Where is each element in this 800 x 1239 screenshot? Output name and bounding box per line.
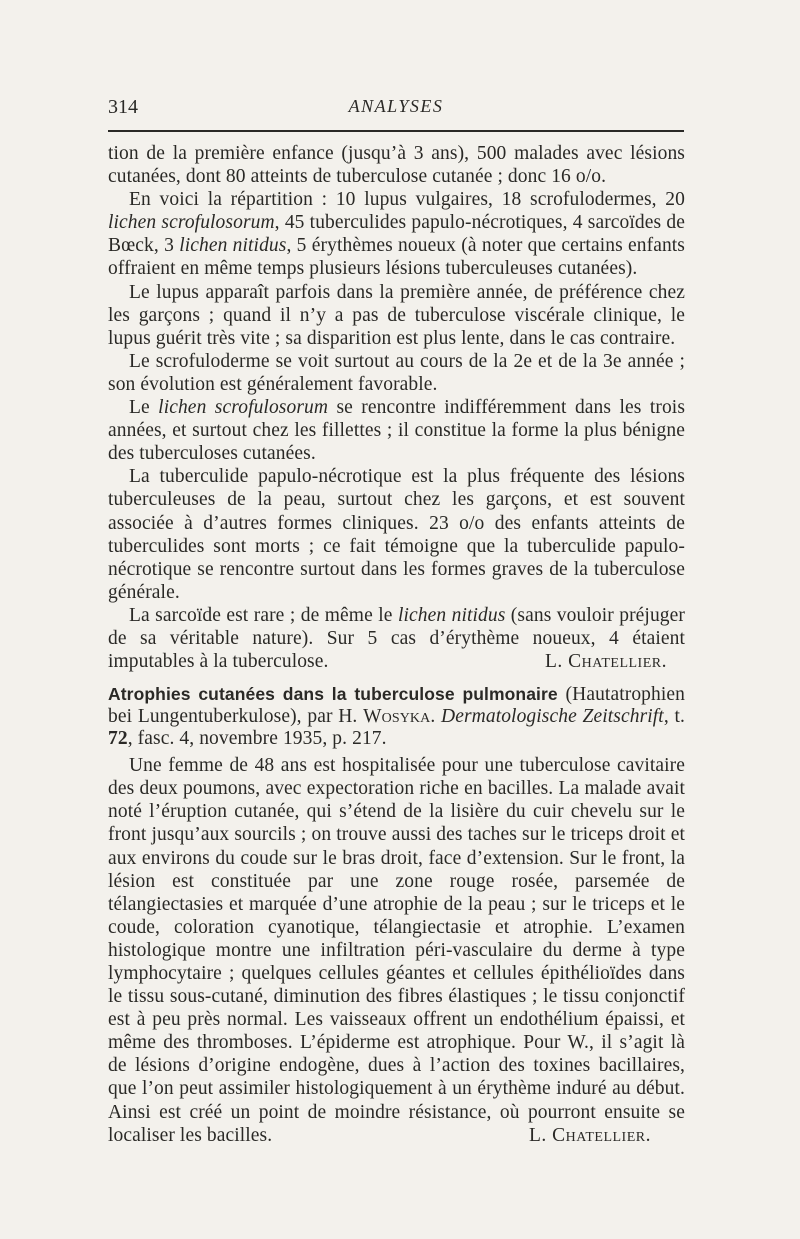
taxon-name: lichen scrofulosorum xyxy=(158,397,329,419)
signature: L. Chatellier. xyxy=(545,651,667,673)
paragraph: Le lichen scrofulosorum se rencontre indifféremment dans les trois années, et surtout chez les fillettes ; il constitue la forme la plus bénigne des tuberculoses cutanées. xyxy=(108,397,686,465)
paragraph: Le lupus apparaît parfois dans la première année, de préférence chez les garçons ; quand il n’y a pas de tuberculose viscérale clinique, le lupus guérit très vite ; sa disparition est plus lente, dans le cas contraire. xyxy=(108,281,685,349)
running-head: ANALYSES xyxy=(348,96,444,116)
volume-number: 72 xyxy=(108,728,128,750)
page-number: 314 xyxy=(108,96,138,118)
paragraph: Une femme de 48 ans est hospitalisée pour une tuberculose cavitaire des deux poumons, avec expectoration riche en bacilles. La malade avait noté l’éruption cutanée, qui s’étend de la lisière du cuir chevelu sur le front jusqu’aux sourcils ; on trouve aussi des taches sur le triceps droit et aux environs du coude sur le bras droit, face d’extension. Sur le front, la lésion est constituée par une zone rouge rosée, parsemée de télangiectasies et marquée d’une atrophie de la peau ; sur le triceps et le coude, coloration cyanotique, télangiectasie et atrophie. L’examen histologique montre une infiltration péri-vasculaire du derme à type lymphocytaire ; quelques cellules géantes et cellules épithélioïdes dans le tissu sous-cutané, diminution des fibres élastiques ; le tissu conjonctif est à peu près normal. Les vaisseaux offrent un endothélium épaissi, et même des thromboses. L’épiderme est atrophique. Pour W., il s’agit là de lésions d’origine endogène, dues à l’action des toxines bacillaires, que l’on peut assimiler histologiquement à un érythème induré au début. Ainsi est créé un point de moindre résistance, où pourront ensuite se localiser les bacilles. L. Chatellier. xyxy=(108,755,685,1146)
paragraph: tion de la première enfance (jusqu’à 3 ans), 500 malades avec lésions cutanées, dont 80 atteints de tuberculose cutanée ; donc 16 o/o. xyxy=(108,143,685,188)
taxon-name: lichen nitidus xyxy=(179,235,287,257)
page-header xyxy=(108,96,684,120)
paragraph: En voici la répartition : 10 lupus vulgaires, 18 scrofulodermes, 20 lichen scrofulosorum, 45 tuberculides papulo-nécrotiques, 4 sarcoïdes de Bœck, 3 lichen nitidus, 5 érythèmes noueux (à noter que certains enfants offraient en même temps plusieurs lésions tuberculeuses cutanées). xyxy=(108,189,686,280)
article-title: Atrophies cutanées dans la tuberculose pulmonaire xyxy=(108,684,558,705)
taxon-name: lichen nitidus xyxy=(397,604,506,626)
author-name: Wosyka xyxy=(363,706,431,728)
signature: L. Chatellier. xyxy=(529,1124,651,1146)
paragraph: La tuberculide papulo-nécrotique est la plus fréquente des lésions tuberculeuses de la peau, surtout chez les garçons, et est souvent associée à d’autres formes cliniques. 23 o/o des enfants atteints de tuberculides sont morts ; ce fait témoigne que la tuberculide papulo-nécrotique se rencontre surtout dans les formes graves de la tuberculose générale. xyxy=(108,466,685,603)
body-text xyxy=(108,142,685,1147)
paragraph: La sarcoïde est rare ; de même le lichen nitidus (sans vouloir préjuger de sa véritable nature). Sur 5 cas d’érythème noueux, 4 étaient imputables à la tuberculose. L. Chatellier. xyxy=(108,604,685,673)
taxon-name: lichen scrofulosorum xyxy=(108,212,275,234)
paragraph: Le scrofuloderme se voit surtout au cours de la 2e et de la 3e année ; son évolution est généralement favorable. xyxy=(108,350,685,395)
journal-name: Dermatologische Zeitschrift xyxy=(441,706,664,728)
article-reference: Atrophies cutanées dans la tuberculose pulmonaire (Hautatrophien bei Lungentuberkulose), par H. Wosyka. Dermatologische Zeitschrift, t. 72, fasc. 4, novembre 1935, p. 217. xyxy=(108,684,685,750)
header-rule xyxy=(108,130,684,132)
